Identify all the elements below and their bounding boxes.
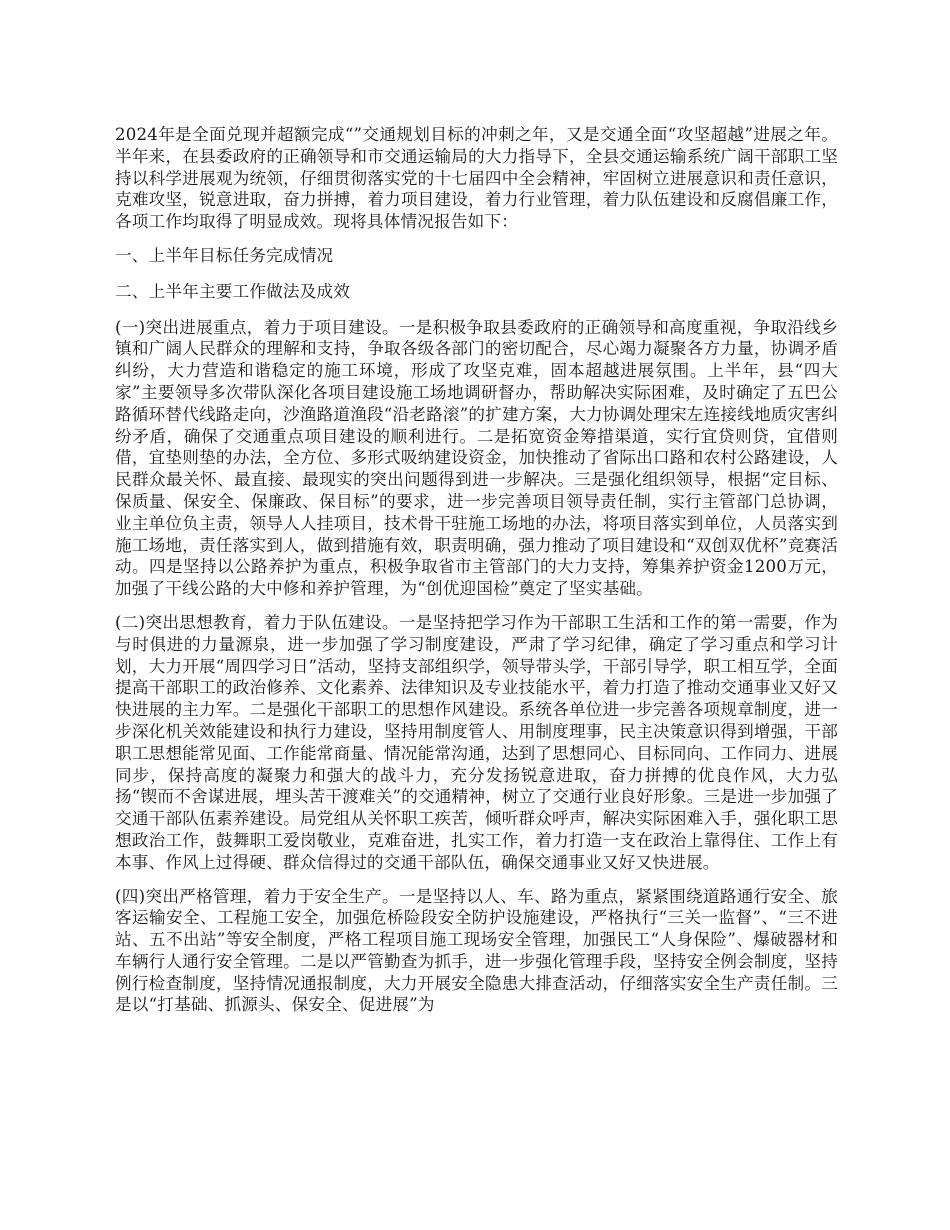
section-heading-2: 二、上半年主要工作做法及成效 <box>115 281 351 301</box>
intro-paragraph: 2024年是全面兑现并超额完成“”交通规划目标的冲刺之年，又是交通全面“攻坚超越”进展之年。半年来，在县委政府的正确领导和市交通运输局的大力指导下，全县交通运输系统广阔干部职工坚持以科学进展观为统领，仔细贯彻落实党的十七届四中全会精神，牢固树立进展意识和责任意识，克难攻坚，锐意进取，奋力拼搏，着力项目建设，着力行业管理，着力队伍建设和反腐倡廉工作，各项工作均取得了明显成效。现将具体情况报告如下： <box>115 125 838 232</box>
paragraph-team-building: (二)突出思想教育，着力于队伍建设。一是坚持把学习作为干部职工生活和工作的第一需要，作为与时俱进的力量源泉，进一步加强了学习制度建设，严肃了学习纪律，确定了学习重点和学习计划，大力开展“周四学习日”活动，坚持支部组织学，领导带头学，干部引导学，职工相互学，全面提高干部职工的政治修养、文化素养、法律知识及专业技能水平，着力打造了推动交通事业又好又快进展的主力军。二是强化干部职工的思想作风建设。系统各单位进一步完善各项规章制度，进一步深化机关效能建设和执行力建设，坚持用制度管人、用制度理事，民主决策意识得到增强，干部职工思想能常见面、工作能常商量、情况能常沟通，达到了思想同心、目标同向、工作同力、进展同步，保持高度的凝聚力和强大的战斗力，充分发扬锐意进取，奋力拼搏的优良作风，大力弘扬“锲而不舍谋进展，埋头苦干渡难关”的交通精神，树立了交通行业良好形象。三是进一步加强了交通干部队伍素养建设。局党组从关怀职工疾苦，倾听群众呼声，解决实际困难入手，强化职工思想政治工作，鼓舞职工爱岗敬业，克难奋进，扎实工作，着力打造一支在政治上靠得住、工作上有本事、作风上过得硬、群众信得过的交通干部队伍，确保交通事业又好又快进展。 <box>115 612 838 872</box>
section-heading-1: 一、上半年目标任务完成情况 <box>115 245 334 265</box>
paragraph-project-construction: (一)突出进展重点，着力于项目建设。一是积极争取县委政府的正确领导和高度重视，争取沿线乡镇和广阔人民群众的理解和支持，争取各级各部门的密切配合，尽心竭力凝聚各方力量，协调矛盾纠纷，大力营造和谐稳定的施工环境，形成了攻坚克难，固本超越进展氛围。上半年，县“四大家”主要领导多次带队深化各项目建设施工场地调研督办，帮助解决实际困难，及时确定了五巴公路循环替代线路走向，沙渔路道渔段“沿老路滚”的扩建方案，大力协调处理宋左连接线地质灾害纠纷矛盾，确保了交通重点项目建设的顺利进行。二是拓宽资金筹措渠道，实行宜贷则贷，宜借则借，宜垫则垫的办法，全方位、多形式吸纳建设资金，加快推动了省际出口路和农村公路建设，人民群众最关怀、最直接、最现实的突出问题得到进一步解决。三是强化组织领导，根据“定目标、保质量、保安全、保廉政、保目标”的要求，进一步完善项目领导责任制，实行主管部门总协调，业主单位负主责，领导人人挂项目，技术骨干驻施工场地的办法，将项目落实到单位，人员落实到施工场地，责任落实到人，做到措施有效，职责明确，强力推动了项目建设和“双创双优杯”竞赛活动。四是坚持以公路养护为重点，积极争取省市主管部门的大力支持，筹集养护资金1200万元，加强了干线公路的大中修和养护管理，为“创优迎国检”奠定了坚实基础。 <box>115 317 838 599</box>
paragraph-safety-production: (四)突出严格管理，着力于安全生产。一是坚持以人、车、路为重点，紧紧围绕道路通行安全、旅客运输安全、工程施工安全，加强危桥险段安全防护设施建设，严格执行“三关一监督”、“三不进站、五不出站”等安全制度，严格工程项目施工现场安全管理，加强民工“人身保险”、爆破器材和车辆行人通行安全管理。二是以严管勤查为抓手，进一步强化管理手段，坚持安全例会制度，坚持例行检查制度，坚持情况通报制度，大力开展安全隐患大排查活动，仔细落实安全生产责任制。三是以“打基础、抓源头、保安全、促进展”为 <box>115 886 838 1015</box>
